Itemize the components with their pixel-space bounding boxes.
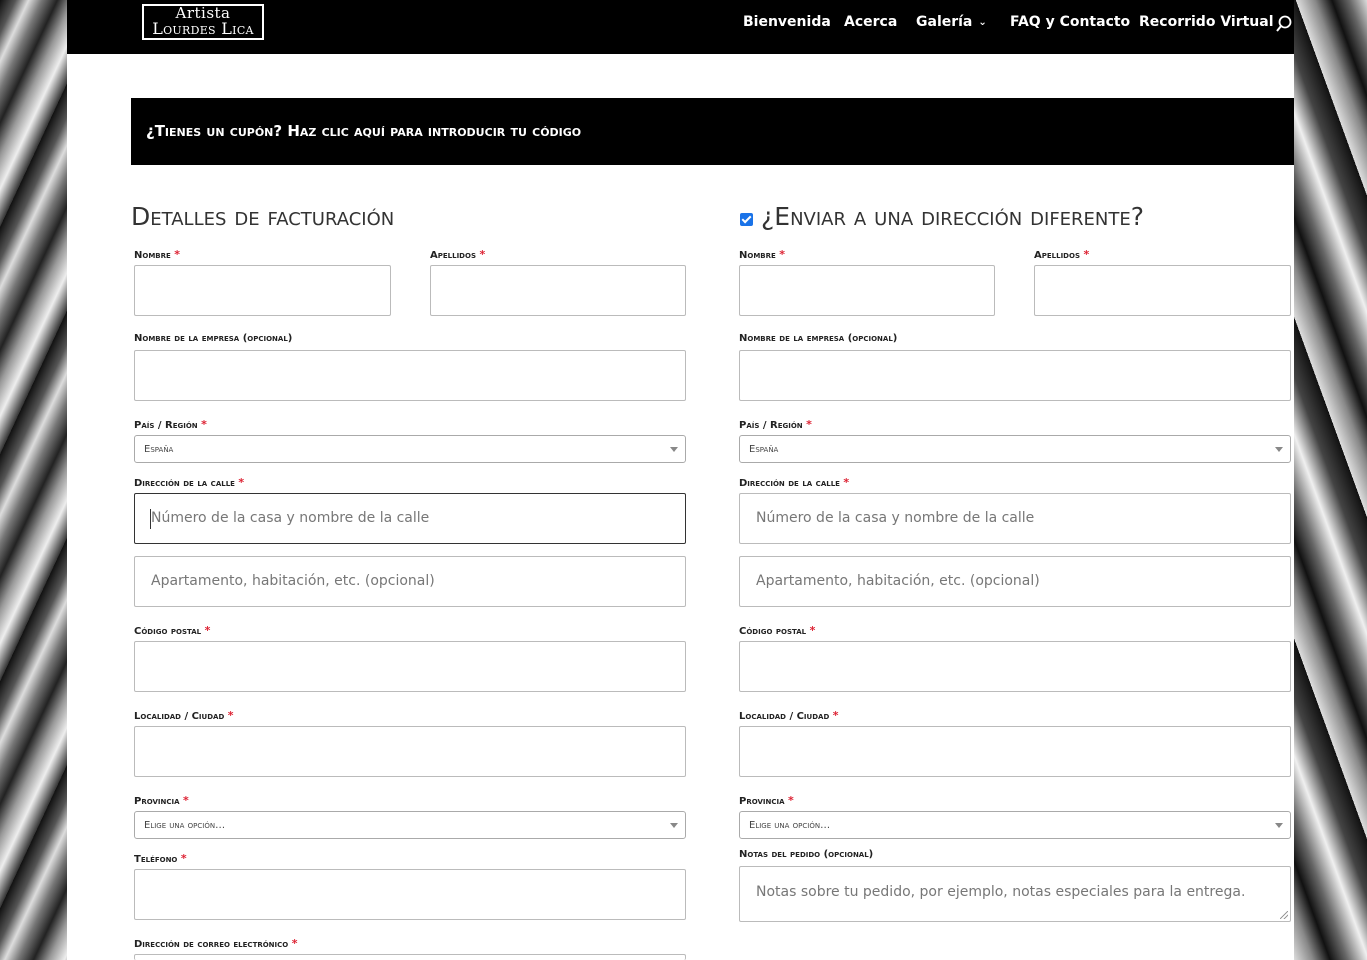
billing-city-input[interactable]: [134, 726, 686, 777]
label-text: País / Región: [134, 420, 198, 431]
billing-city-label: [134, 709, 234, 722]
required-mark: *: [832, 709, 839, 722]
page-container: [67, 0, 1294, 960]
billing-phone-label: [134, 852, 187, 865]
billing-email-input[interactable]: [134, 954, 686, 960]
required-mark: *: [843, 476, 850, 489]
shipping-first-name-input[interactable]: [739, 265, 995, 316]
nav-item-faq-contacto[interactable]: FAQ y Contacto: [1010, 14, 1131, 30]
billing-last-name-input[interactable]: [430, 265, 686, 316]
billing-province-select[interactable]: [134, 811, 686, 839]
dropdown-arrow-icon: [1275, 447, 1283, 452]
billing-country-value: España: [144, 444, 174, 455]
shipping-company-label: Nombre de la empresa (opcional): [739, 333, 898, 344]
shipping-province-label: [739, 794, 794, 807]
billing-title: Detalles de facturación: [131, 202, 395, 231]
order-notes-placeholder: Notas sobre tu pedido, por ejemplo, notas especiales para la entrega.: [756, 884, 1246, 900]
dropdown-arrow-icon: [670, 823, 678, 828]
billing-first-name-label: [134, 248, 180, 261]
dropdown-arrow-icon: [670, 447, 678, 452]
shipping-last-name-label: [1034, 248, 1089, 261]
nav-item-acerca[interactable]: Acerca: [844, 14, 898, 30]
billing-apartment-input[interactable]: [134, 556, 686, 607]
required-mark: *: [180, 852, 187, 865]
background-left: [0, 0, 67, 960]
billing-apartment-placeholder: Apartamento, habitación, etc. (opcional): [151, 573, 435, 589]
label-text: Código postal: [739, 626, 807, 637]
billing-email-label: [134, 937, 297, 950]
shipping-postcode-input[interactable]: [739, 641, 1291, 692]
nav-item-recorrido-virtual[interactable]: Recorrido Virtual: [1139, 14, 1274, 30]
required-mark: *: [204, 624, 211, 637]
shipping-country-value: España: [749, 444, 779, 455]
required-mark: *: [479, 248, 486, 261]
logo-line-1: Artista: [175, 4, 231, 22]
shipping-apartment-input[interactable]: [739, 556, 1291, 607]
label-text: Código postal: [134, 626, 202, 637]
site-logo[interactable]: [142, 4, 264, 40]
label-text: Apellidos: [430, 250, 476, 261]
nav-item-galeria[interactable]: [916, 14, 987, 30]
dropdown-arrow-icon: [1275, 823, 1283, 828]
shipping-country-label: [739, 418, 812, 431]
shipping-postcode-label: [739, 624, 815, 637]
chevron-down-icon: ⌄: [978, 17, 987, 28]
label-text: Provincia: [739, 796, 785, 807]
coupon-notice-text: ¿Tienes un cupón? Haz clic aquí para introducir tu código: [146, 122, 582, 140]
label-text: Nombre: [739, 250, 776, 261]
billing-company-input[interactable]: [134, 350, 686, 401]
shipping-street-placeholder: Número de la casa y nombre de la calle: [756, 510, 1035, 526]
billing-street-input[interactable]: [134, 493, 686, 544]
label-text: Nombre: [134, 250, 171, 261]
nav-item-galeria-label: Galería: [916, 14, 973, 30]
shipping-province-value: Elige una opción…: [749, 820, 831, 831]
label-text: Localidad / Ciudad: [134, 711, 225, 722]
billing-first-name-input[interactable]: [134, 265, 391, 316]
required-mark: *: [291, 937, 298, 950]
billing-phone-input[interactable]: [134, 869, 686, 920]
required-mark: *: [174, 248, 181, 261]
background-right: [1294, 0, 1367, 960]
shipping-province-select[interactable]: [739, 811, 1291, 839]
logo-line-2: Lourdes Lica: [152, 19, 254, 38]
order-notes-textarea[interactable]: [739, 866, 1291, 922]
required-mark: *: [809, 624, 816, 637]
billing-province-label: [134, 794, 189, 807]
search-icon[interactable]: [1276, 15, 1292, 33]
resize-grip-icon[interactable]: [1280, 911, 1288, 919]
required-mark: *: [806, 418, 812, 431]
billing-postcode-input[interactable]: [134, 641, 686, 692]
shipping-country-select[interactable]: [739, 435, 1291, 463]
top-navigation-bar: [67, 0, 1294, 54]
shipping-apartment-placeholder: Apartamento, habitación, etc. (opcional): [756, 573, 1040, 589]
label-text: Provincia: [134, 796, 180, 807]
label-text: Localidad / Ciudad: [739, 711, 830, 722]
label-text: Apellidos: [1034, 250, 1080, 261]
ship-different-address-checkbox[interactable]: [740, 213, 753, 226]
billing-company-label: Nombre de la empresa (opcional): [134, 333, 293, 344]
required-mark: *: [788, 794, 794, 807]
billing-country-select[interactable]: [134, 435, 686, 463]
label-text: País / Región: [739, 420, 803, 431]
coupon-notice[interactable]: [131, 98, 1294, 165]
shipping-city-input[interactable]: [739, 726, 1291, 777]
billing-province-value: Elige una opción…: [144, 820, 226, 831]
billing-street-label: [134, 476, 244, 489]
shipping-street-label: [739, 476, 849, 489]
required-mark: *: [779, 248, 786, 261]
required-mark: *: [227, 709, 234, 722]
shipping-city-label: [739, 709, 839, 722]
billing-country-label: [134, 418, 207, 431]
order-notes-label: Notas del pedido (opcional): [739, 849, 874, 860]
label-text: Dirección de la calle: [739, 478, 840, 489]
required-mark: *: [183, 794, 189, 807]
label-text: Dirección de correo electrónico: [134, 939, 289, 950]
shipping-last-name-input[interactable]: [1034, 265, 1291, 316]
required-mark: *: [201, 418, 207, 431]
shipping-street-input[interactable]: [739, 493, 1291, 544]
shipping-first-name-label: [739, 248, 785, 261]
billing-street-placeholder: Número de la casa y nombre de la calle: [151, 510, 430, 526]
required-mark: *: [1083, 248, 1090, 261]
label-text: Teléfono: [134, 854, 178, 865]
shipping-company-input[interactable]: [739, 350, 1291, 401]
shipping-title: ¿Enviar a una dirección diferente?: [761, 202, 1145, 231]
billing-postcode-label: [134, 624, 210, 637]
required-mark: *: [238, 476, 245, 489]
label-text: Dirección de la calle: [134, 478, 235, 489]
nav-item-bienvenida[interactable]: Bienvenida: [743, 14, 831, 30]
billing-last-name-label: [430, 248, 485, 261]
